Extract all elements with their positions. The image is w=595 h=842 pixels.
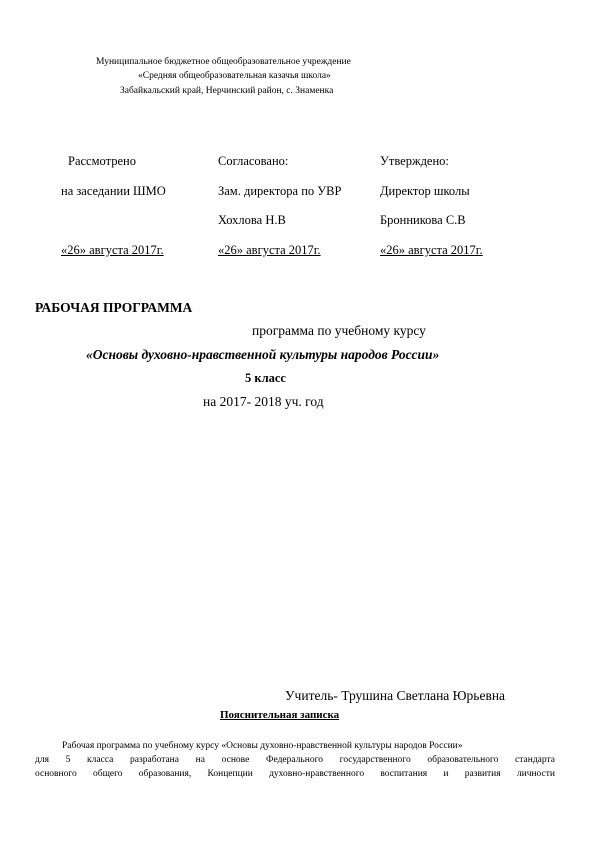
reviewed-date: «26» августа 2017г. xyxy=(61,243,164,257)
program-title: РАБОЧАЯ ПРОГРАММА xyxy=(35,300,193,315)
school-name-line: Муниципальное бюджетное общеобразовательное учреждение xyxy=(96,57,351,67)
academic-year: на 2017- 2018 уч. год xyxy=(203,394,324,409)
course-name: «Основы духовно-нравственной культуры народов России» xyxy=(86,347,440,362)
approved-position: Директор школы xyxy=(380,184,470,198)
note-line: основного общего образования, Концепции духовно-нравственного воспитания и развития личности xyxy=(35,769,555,779)
teacher-name: Учитель- Трушина Светлана Юрьевна xyxy=(285,688,506,703)
note-title: Пояснительная записка xyxy=(220,709,340,721)
note-line: для 5 класса разработана на основе Федерального государственного образовательного стандарта xyxy=(35,755,555,765)
school-type-line: «Средняя общеобразовательная казачья школа» xyxy=(138,71,331,81)
grade-level: 5 класс xyxy=(245,371,286,385)
note-line: Рабочая программа по учебному курсу «Основы духовно-нравственной культуры народов России» xyxy=(62,741,463,751)
agreed-position: Зам. директора по УВР xyxy=(218,184,342,198)
agreed-heading: Согласовано: xyxy=(218,154,289,168)
reviewed-heading: Рассмотрено xyxy=(68,154,136,168)
agreed-person: Хохлова Н.В xyxy=(218,213,286,227)
agreed-date: «26» августа 2017г. xyxy=(218,243,321,257)
program-subtitle: программа по учебному курсу xyxy=(252,323,426,338)
approved-date: «26» августа 2017г. xyxy=(380,243,483,257)
school-address-line: Забайкальский край, Нерчинский район, с. Знаменка xyxy=(120,86,334,96)
reviewed-meeting: на заседании ШМО xyxy=(61,184,166,198)
approved-person: Бронникова С.В xyxy=(380,213,466,227)
approved-heading: Утверждено: xyxy=(380,154,449,168)
